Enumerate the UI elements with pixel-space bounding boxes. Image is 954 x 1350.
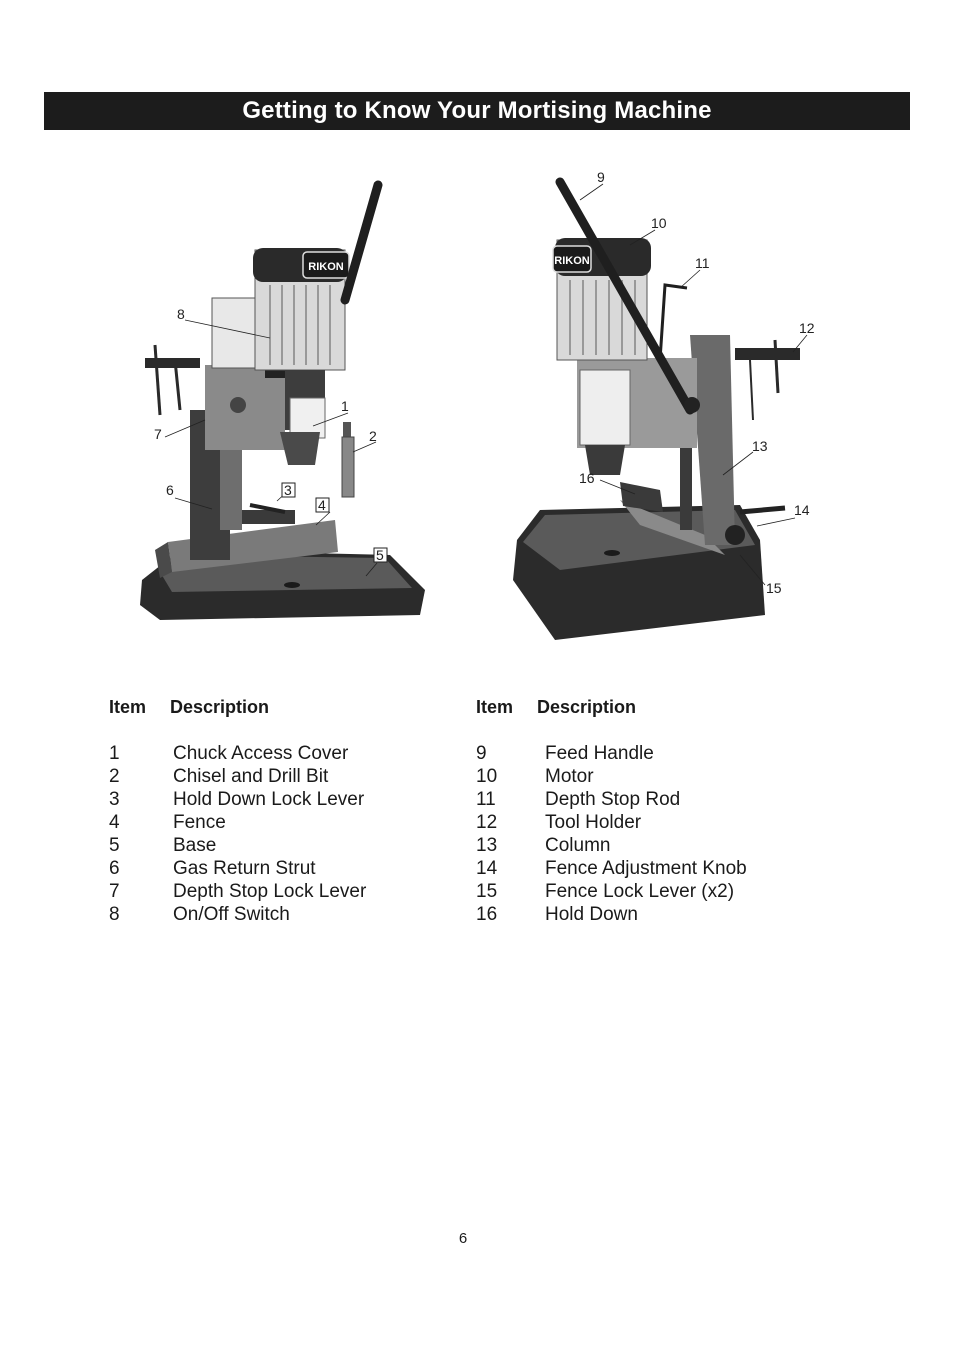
item-description: Tool Holder [545,812,642,833]
item-number: 16 [476,904,498,925]
item-description: Feed Handle [545,743,654,764]
item-number: 13 [476,835,498,856]
table-row [476,858,816,881]
header-description: Description [170,697,270,717]
rikon-logo: RIKON [308,261,344,273]
parts-table-header [109,697,449,721]
table-row [109,904,449,927]
table-row [476,789,816,812]
table-row [476,881,816,904]
parts-table-left [109,697,449,925]
header-item: Item [109,697,147,717]
parts-table-header [476,697,816,721]
callout-9: 9 [597,169,605,185]
table-row [476,743,816,766]
callout-2: 2 [369,428,377,444]
item-number: 2 [109,766,120,787]
item-number: 3 [109,789,120,810]
callout-5: 5 [376,547,384,563]
item-number: 5 [109,835,120,856]
table-row [476,835,816,858]
title-bar [44,92,910,130]
mortiser-front-figure [120,160,450,660]
item-description: Fence Adjustment Knob [545,858,747,879]
page-number: 6 [458,1230,468,1247]
item-number: 9 [476,743,487,764]
callout-7: 7 [154,426,162,442]
item-number: 4 [109,812,120,833]
item-description: Gas Return Strut [173,858,316,879]
table-row [109,858,449,881]
item-number: 10 [476,766,498,787]
item-description: Chuck Access Cover [173,743,349,764]
parts-table-right [476,697,816,925]
callout-8: 8 [177,306,185,322]
table-row [109,835,449,858]
item-number: 14 [476,858,498,879]
item-number: 15 [476,881,498,902]
item-number: 8 [109,904,120,925]
item-description: On/Off Switch [173,904,290,925]
table-row [476,904,816,927]
callout-4: 4 [318,497,326,513]
page-title: Getting to Know Your Mortising Machine [242,97,712,124]
callout-15: 15 [766,580,782,596]
item-number: 6 [109,858,120,879]
rikon-logo-side: RIKON [554,255,590,267]
item-description: Depth Stop Lock Lever [173,881,367,902]
callout-1: 1 [341,398,349,414]
item-description: Column [545,835,611,856]
table-row [109,881,449,904]
callout-10: 10 [651,215,667,231]
item-description: Motor [545,766,594,787]
item-description: Chisel and Drill Bit [173,766,329,787]
item-description: Fence [173,812,226,833]
header-description: Description [537,697,637,717]
item-description: Base [173,835,217,856]
table-row [109,766,449,789]
callout-14: 14 [794,502,810,518]
mortiser-side-figure [495,160,835,660]
callout-16: 16 [579,470,595,486]
item-number: 1 [109,743,120,764]
table-row [476,766,816,789]
parts-list [476,743,816,927]
item-number: 12 [476,812,498,833]
item-description: Depth Stop Rod [545,789,681,810]
item-description: Hold Down Lock Lever [173,789,365,810]
table-row [109,789,449,812]
header-item: Item [476,697,514,717]
table-row [109,743,449,766]
callout-11: 11 [695,255,710,271]
item-description: Hold Down [545,904,638,925]
table-row [109,812,449,835]
callout-3: 3 [284,482,292,498]
callout-13: 13 [752,438,768,454]
item-number: 11 [476,789,496,810]
item-number: 7 [109,881,120,902]
callout-12: 12 [799,320,815,336]
table-row [476,812,816,835]
callout-6: 6 [166,482,174,498]
parts-list [109,743,449,927]
item-description: Fence Lock Lever (x2) [545,881,735,902]
